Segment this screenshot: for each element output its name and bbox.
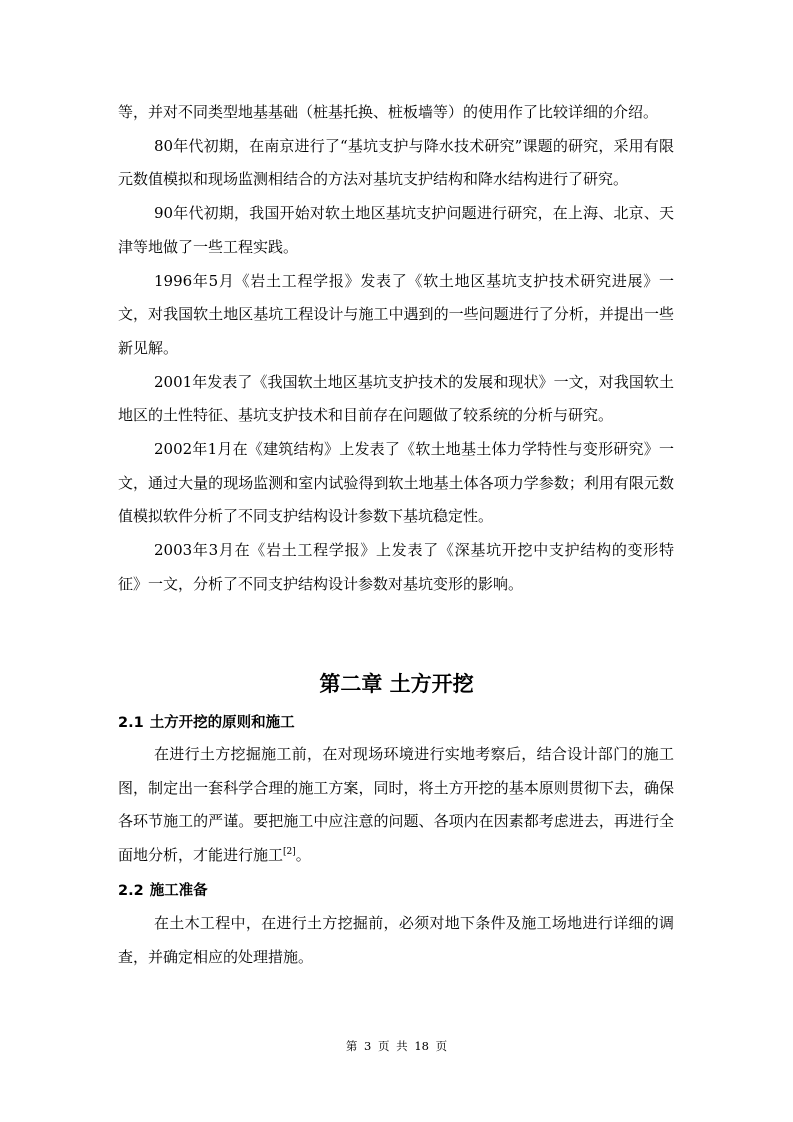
paragraph-1996: 1996年5月《岩土工程学报》发表了《软土地区基坑支护技术研究进展》一文，对我国软土地区基坑工程设计与施工中遇到的一些问题进行了分析，并提出一些新见解。 [118, 271, 674, 357]
page-footer: 第 3 页 共 18 页 [345, 1039, 448, 1053]
paragraph-1980s: 80年代初期，在南京进行了“基坑支护与降水技术研究”课题的研究，采用有限元数值模拟和现场监测相结合的方法对基坑支护结构和降水结构进行了研究。 [118, 136, 674, 189]
paragraph-2003: 2003年3月在《岩土工程学报》上发表了《深基坑开挖中支护结构的变形特征》一文，分析了不同支护结构设计参数对基坑变形的影响。 [118, 541, 674, 593]
section-number: 2.1 [118, 715, 144, 731]
citation-reference: [2] [283, 847, 296, 858]
paragraph-end-punctuation: 。 [295, 846, 311, 865]
paragraph-continued: 等，并对不同类型地基基础（桩基托换、桩板墙等）的使用作了比较详细的介绍。 [118, 103, 659, 121]
section-heading-2-2 [118, 880, 208, 902]
paragraph-excavation-principles [118, 738, 674, 873]
section-number: 2.2 [118, 883, 144, 899]
section-title: 施工准备 [149, 883, 208, 899]
section-title: 土方开挖的原则和施工 [149, 715, 295, 731]
section-2-1-text-block [118, 738, 674, 873]
chapter-title: 第二章 土方开挖 [319, 672, 474, 696]
paragraph-2001: 2001年发表了《我国软土地区基坑支护技术的发展和现状》一文，对我国软土地区的土性特征、基坑支护技术和目前存在问题做了较系统的分析与研究。 [118, 372, 674, 425]
section-heading-2-1 [118, 712, 295, 734]
intro-text-block [118, 96, 674, 602]
paragraph-1990s: 90年代初期，我国开始对软土地区基坑支护问题进行研究，在上海、北京、天津等地做了一些工程实践。 [118, 204, 674, 256]
section-2-2-text-block [118, 907, 674, 974]
paragraph-construction-preparation: 在土木工程中，在进行土方挖掘前，必须对地下条件及施工场地进行详细的调查，并确定相应的处理措施。 [118, 914, 674, 966]
paragraph-2002: 2002年1月在《建筑结构》上发表了《软土地基土体力学特性与变形研究》一文，通过大量的现场监测和室内试验得到软土地基土体各项力学参数；利用有限元数值模拟软件分析了不同支护结构设计参数下基坑稳定性。 [118, 440, 674, 526]
paragraph-text: 在进行土方挖掘施工前，在对现场环境进行实地考察后，结合设计部门的施工图，制定出一套科学合理的施工方案，同时，将土方开挖的基本原则贯彻下去，确保各环节施工的严谨。要把施工中应注意的问题、各项内在因素都考虑进去，再进行全面地分析，才能进行施工 [118, 745, 674, 865]
